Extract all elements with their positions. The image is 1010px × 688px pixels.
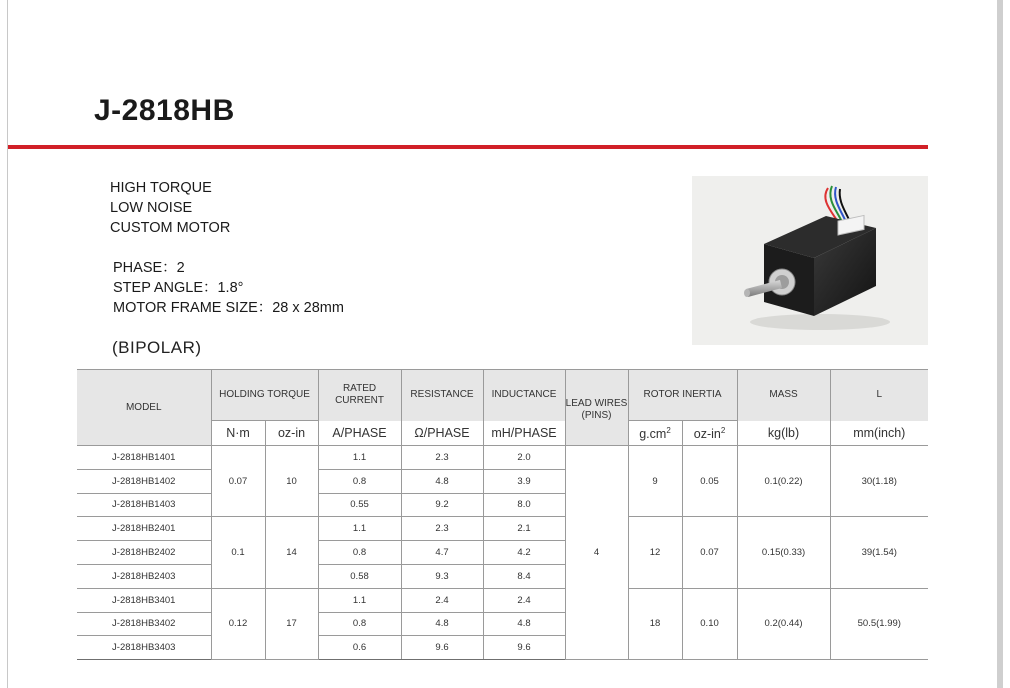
cell-torque-ozin: 10 bbox=[265, 446, 318, 517]
cell-model: J-2818HB3402 bbox=[77, 612, 211, 636]
cell-resistance: 2.4 bbox=[401, 588, 483, 612]
stepper-motor-image bbox=[692, 176, 928, 345]
cell-inductance: 8.4 bbox=[483, 564, 565, 588]
cell-current: 1.1 bbox=[318, 588, 401, 612]
cell-length: 50.5(1.99) bbox=[830, 588, 928, 659]
feature-item: HIGH TORQUE bbox=[110, 180, 212, 196]
cell-inductance: 2.1 bbox=[483, 517, 565, 541]
unit-inertia-ozin: $oz-in^2$ bbox=[682, 421, 737, 446]
header-rotor-inertia: ROTOR INERTIA bbox=[628, 370, 737, 421]
cell-current: 1.1 bbox=[318, 517, 401, 541]
cell-resistance: 4.8 bbox=[401, 469, 483, 493]
cell-current: 0.58 bbox=[318, 564, 401, 588]
page-right-border bbox=[997, 0, 1003, 688]
unit-length: mm(inch) bbox=[830, 421, 928, 446]
spec-table bbox=[77, 369, 928, 660]
cell-current: 0.8 bbox=[318, 612, 401, 636]
cell-current: 0.8 bbox=[318, 541, 401, 565]
table-row bbox=[77, 588, 928, 612]
cell-model: J-2818HB1402 bbox=[77, 469, 211, 493]
cell-resistance: 2.3 bbox=[401, 446, 483, 470]
cell-mass: 0.1(0.22) bbox=[737, 446, 830, 517]
header-holding-torque: HOLDING TORQUE bbox=[211, 370, 318, 421]
feature-item: CUSTOM MOTOR bbox=[110, 220, 231, 236]
unit-torque-nm: N·m bbox=[211, 421, 265, 446]
page-left-border bbox=[7, 0, 8, 688]
cell-resistance: 9.3 bbox=[401, 564, 483, 588]
unit-mass: kg(lb) bbox=[737, 421, 830, 446]
cell-inertia-ozin: 0.07 bbox=[682, 517, 737, 588]
header-mass: MASS bbox=[737, 370, 830, 421]
header-resistance: RESISTANCE bbox=[401, 370, 483, 421]
cell-inductance: 8.0 bbox=[483, 493, 565, 517]
header-length: L bbox=[830, 370, 928, 421]
cell-inductance: 9.6 bbox=[483, 636, 565, 660]
spec-frame-size: MOTOR FRAME SIZE：28 x 28mm bbox=[113, 300, 344, 316]
feature-item: LOW NOISE bbox=[110, 200, 193, 216]
cell-resistance: 9.6 bbox=[401, 636, 483, 660]
unit-current: A/PHASE bbox=[318, 421, 401, 446]
cell-lead-wires: 4 bbox=[565, 446, 628, 660]
cell-resistance: 9.2 bbox=[401, 493, 483, 517]
cell-model: J-2818HB2403 bbox=[77, 564, 211, 588]
cell-model: J-2818HB3401 bbox=[77, 588, 211, 612]
cell-inertia-ozin: 0.10 bbox=[682, 588, 737, 659]
bipolar-label: (BIPOLAR) bbox=[112, 338, 202, 357]
table-row bbox=[77, 446, 928, 470]
header-model: MODEL bbox=[77, 370, 211, 446]
cell-torque-ozin: 14 bbox=[265, 517, 318, 588]
cell-model: J-2818HB1401 bbox=[77, 446, 211, 470]
cell-torque-nm: 0.12 bbox=[211, 588, 265, 659]
cell-inertia-gcm: 18 bbox=[628, 588, 682, 659]
cell-length: 39(1.54) bbox=[830, 517, 928, 588]
cell-inertia-gcm: 9 bbox=[628, 446, 682, 517]
cell-resistance: 4.7 bbox=[401, 541, 483, 565]
cell-model: J-2818HB2401 bbox=[77, 517, 211, 541]
cell-model: J-2818HB2402 bbox=[77, 541, 211, 565]
page-title: J-2818HB bbox=[94, 94, 235, 127]
cell-mass: 0.2(0.44) bbox=[737, 588, 830, 659]
cell-inductance: 2.0 bbox=[483, 446, 565, 470]
cell-length: 30(1.18) bbox=[830, 446, 928, 517]
title-underline bbox=[8, 145, 928, 149]
cell-inductance: 2.4 bbox=[483, 588, 565, 612]
header-rated-current: RATED CURRENT bbox=[318, 370, 401, 421]
cell-inductance: 3.9 bbox=[483, 469, 565, 493]
unit-resistance: Ω/PHASE bbox=[401, 421, 483, 446]
cell-current: 0.8 bbox=[318, 469, 401, 493]
unit-torque-ozin: oz-in bbox=[265, 421, 318, 446]
header-inductance: INDUCTANCE bbox=[483, 370, 565, 421]
header-lead-wires: LEAD WIRES (PINS) bbox=[565, 370, 628, 446]
cell-inertia-gcm: 12 bbox=[628, 517, 682, 588]
cell-torque-ozin: 17 bbox=[265, 588, 318, 659]
spec-phase: PHASE：2 bbox=[113, 260, 185, 276]
table-header-row bbox=[77, 370, 928, 421]
motor-photo bbox=[692, 176, 928, 345]
cell-resistance: 2.3 bbox=[401, 517, 483, 541]
cell-inductance: 4.2 bbox=[483, 541, 565, 565]
cell-current: 0.55 bbox=[318, 493, 401, 517]
spec-step-angle: STEP ANGLE：1.8° bbox=[113, 280, 244, 296]
cell-mass: 0.15(0.33) bbox=[737, 517, 830, 588]
unit-inertia-gcm: $g.cm^2$ bbox=[628, 421, 682, 446]
cell-torque-nm: 0.07 bbox=[211, 446, 265, 517]
cell-model: J-2818HB3403 bbox=[77, 636, 211, 660]
cell-model: J-2818HB1403 bbox=[77, 493, 211, 517]
cell-inductance: 4.8 bbox=[483, 612, 565, 636]
feature-list bbox=[110, 178, 230, 238]
spec-list bbox=[113, 258, 344, 318]
cell-resistance: 4.8 bbox=[401, 612, 483, 636]
unit-inductance: mH/PHASE bbox=[483, 421, 565, 446]
cell-current: 1.1 bbox=[318, 446, 401, 470]
cell-current: 0.6 bbox=[318, 636, 401, 660]
cell-torque-nm: 0.1 bbox=[211, 517, 265, 588]
cell-inertia-ozin: 0.05 bbox=[682, 446, 737, 517]
table-row bbox=[77, 517, 928, 541]
